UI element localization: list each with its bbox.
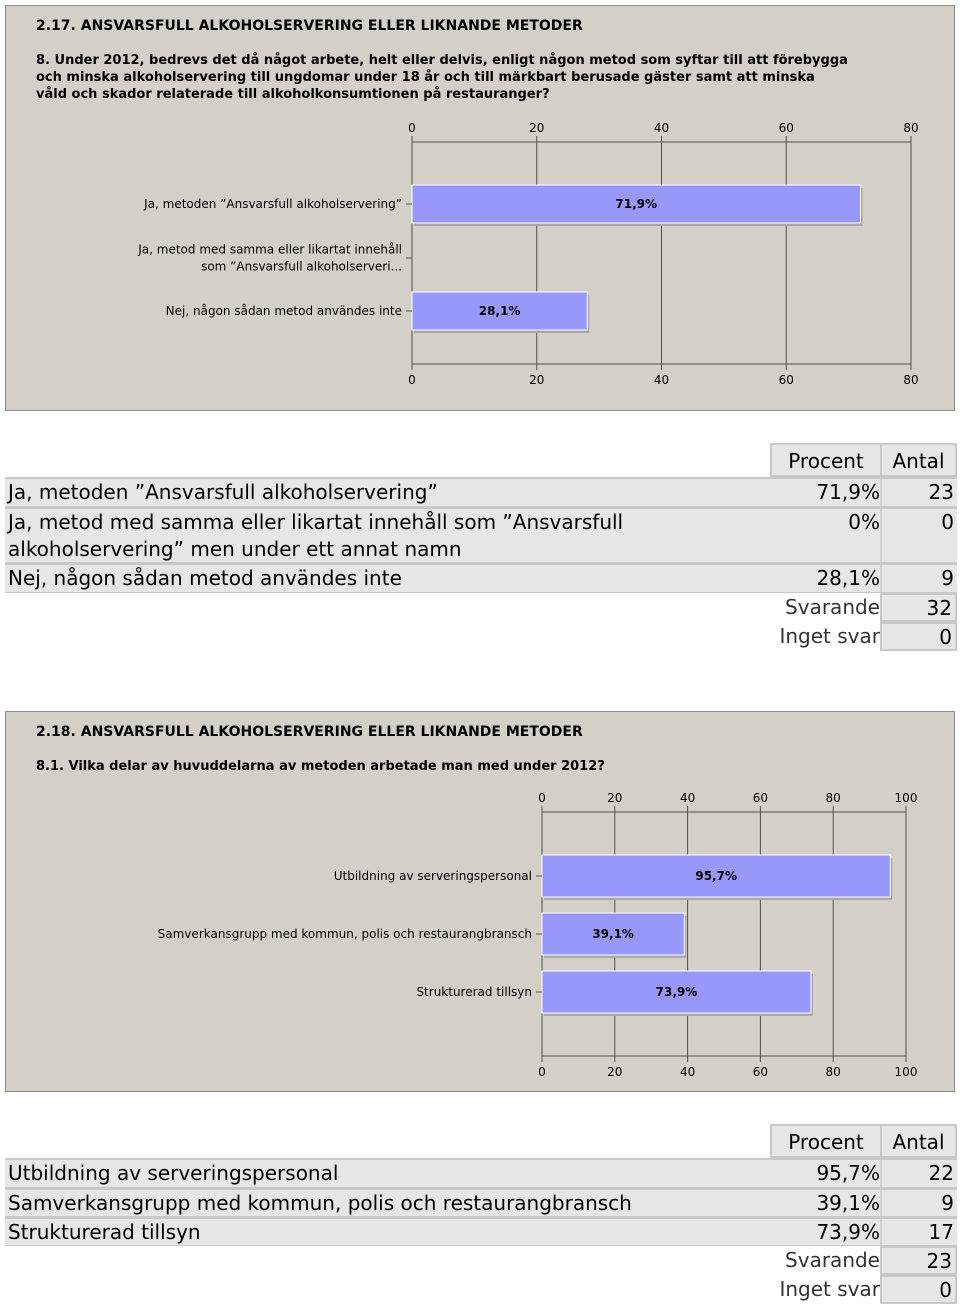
row-count: 23 <box>880 479 954 506</box>
x-tick-label-top: 0 <box>408 121 416 135</box>
x-tick-label-top: 0 <box>538 791 546 805</box>
row-percent: 28,1% <box>816 566 880 590</box>
row-count: 9 <box>880 565 954 592</box>
results-table-1 <box>5 443 957 651</box>
no-answer-row <box>5 622 957 651</box>
question-line: våld och skador relaterade till alkoholkonsumtionen på restauranger? <box>36 87 550 102</box>
section-title: 2.18. ANSVARSFULL ALKOHOLSERVERING ELLER LIKNANDE METODER <box>36 724 583 740</box>
x-tick-label-bottom: 100 <box>894 1065 918 1079</box>
row-count: 0 <box>880 509 954 562</box>
respondents-value: 23 <box>880 1246 957 1275</box>
category-label: Ja, metod med samma eller likartat innehåll <box>138 242 402 257</box>
row-label: Samverkansgrupp med kommun, polis och restaurangbransch <box>8 1191 632 1215</box>
x-tick-label-top: 20 <box>529 121 545 135</box>
respondents-row <box>5 1246 957 1275</box>
row-percent: 73,9% <box>816 1220 880 1244</box>
x-tick-label-bottom: 0 <box>408 373 416 387</box>
table-row <box>5 477 957 507</box>
question-line: 8.1. Vilka delar av huvuddelarna av metoden arbetade man med under 2012? <box>36 759 605 774</box>
row-count: 22 <box>880 1160 954 1187</box>
respondents-row <box>5 593 957 622</box>
table-row <box>5 1188 957 1217</box>
row-label: Utbildning av serveringspersonal <box>8 1161 339 1185</box>
no-answer-row <box>5 1275 957 1304</box>
count-header: Antal <box>880 443 957 477</box>
bar-chart-2 <box>6 712 956 1093</box>
x-tick-label-top: 60 <box>752 791 769 805</box>
x-tick-label-top: 40 <box>653 121 670 135</box>
row-percent: 39,1% <box>816 1191 880 1215</box>
x-tick-label-top: 40 <box>679 791 696 805</box>
row-count: 17 <box>880 1219 954 1245</box>
bar-value-label: 71,9% <box>615 197 658 211</box>
row-percent: 0% <box>848 510 880 534</box>
respondents-label: Svarande <box>785 1248 880 1272</box>
question-line: 8. Under 2012, bedrevs det då något arbete, helt eller delvis, enligt någon metod som syftar till att förebygga <box>36 53 848 68</box>
no-answer-label: Inget svar <box>779 1277 880 1301</box>
x-tick-label-top: 80 <box>903 121 919 135</box>
x-tick-label-bottom: 60 <box>778 373 794 387</box>
bar-value-label: 39,1% <box>592 927 634 941</box>
x-tick-label-bottom: 40 <box>679 1065 696 1079</box>
row-label: Ja, metoden ”Ansvarsfull alkoholservering” <box>8 480 438 504</box>
x-tick-label-top: 60 <box>778 121 794 135</box>
x-tick-label-bottom: 0 <box>538 1065 546 1079</box>
section-title: 2.17. ANSVARSFULL ALKOHOLSERVERING ELLER LIKNANDE METODER <box>36 18 583 34</box>
no-answer-value: 0 <box>880 1275 957 1304</box>
respondents-label: Svarande <box>785 595 880 619</box>
bar-value-label: 28,1% <box>478 304 521 318</box>
x-tick-label-bottom: 80 <box>903 373 919 387</box>
category-label: Ja, metoden ”Ansvarsfull alkoholservering” <box>144 197 402 211</box>
table-row <box>5 1158 957 1188</box>
table-row <box>5 507 957 563</box>
chart-panel-2 <box>5 711 955 1092</box>
category-label: Nej, någon sådan metod användes inte <box>165 304 402 318</box>
row-percent: 71,9% <box>816 480 880 504</box>
no-answer-value: 0 <box>880 622 957 651</box>
x-tick-label-bottom: 40 <box>653 373 670 387</box>
x-tick-label-top: 20 <box>607 791 623 805</box>
category-label: som ”Ansvarsfull alkoholserveri... <box>201 259 402 274</box>
percent-header: Procent <box>770 443 882 477</box>
x-tick-label-bottom: 20 <box>607 1065 623 1079</box>
bar-value-label: 73,9% <box>655 985 698 999</box>
row-count: 9 <box>880 1190 954 1216</box>
chart-panel-1 <box>5 5 955 411</box>
row-label: Strukturerad tillsyn <box>8 1220 201 1244</box>
x-tick-label-bottom: 20 <box>529 373 545 387</box>
row-label: Nej, någon sådan metod användes inte <box>8 566 402 590</box>
row-label: Ja, metod med samma eller likartat innehåll som ”Ansvarsfull alkoholservering” men under ett annat namn <box>8 510 624 561</box>
row-percent: 95,7% <box>816 1161 880 1185</box>
respondents-value: 32 <box>880 593 957 622</box>
percent-header: Procent <box>770 1124 882 1158</box>
table-row <box>5 1217 957 1246</box>
x-tick-label-top: 100 <box>894 791 918 805</box>
x-tick-label-bottom: 80 <box>825 1065 841 1079</box>
table-row <box>5 563 957 593</box>
results-table-2 <box>5 1124 957 1304</box>
table-header-row <box>5 443 957 477</box>
count-header: Antal <box>880 1124 957 1158</box>
table-header-row <box>5 1124 957 1158</box>
category-label: Strukturerad tillsyn <box>416 985 532 999</box>
bar-value-label: 95,7% <box>695 869 737 883</box>
category-label: Samverkansgrupp med kommun, polis och restaurangbransch <box>157 927 532 941</box>
x-tick-label-bottom: 60 <box>752 1065 769 1079</box>
bar-chart-1 <box>6 6 956 412</box>
category-label: Utbildning av serveringspersonal <box>333 869 532 883</box>
no-answer-label: Inget svar <box>779 624 880 648</box>
x-tick-label-top: 80 <box>825 791 841 805</box>
question-line: och minska alkoholservering till ungdomar under 18 år och till märkbart berusade gäster samt att minska <box>36 70 815 85</box>
